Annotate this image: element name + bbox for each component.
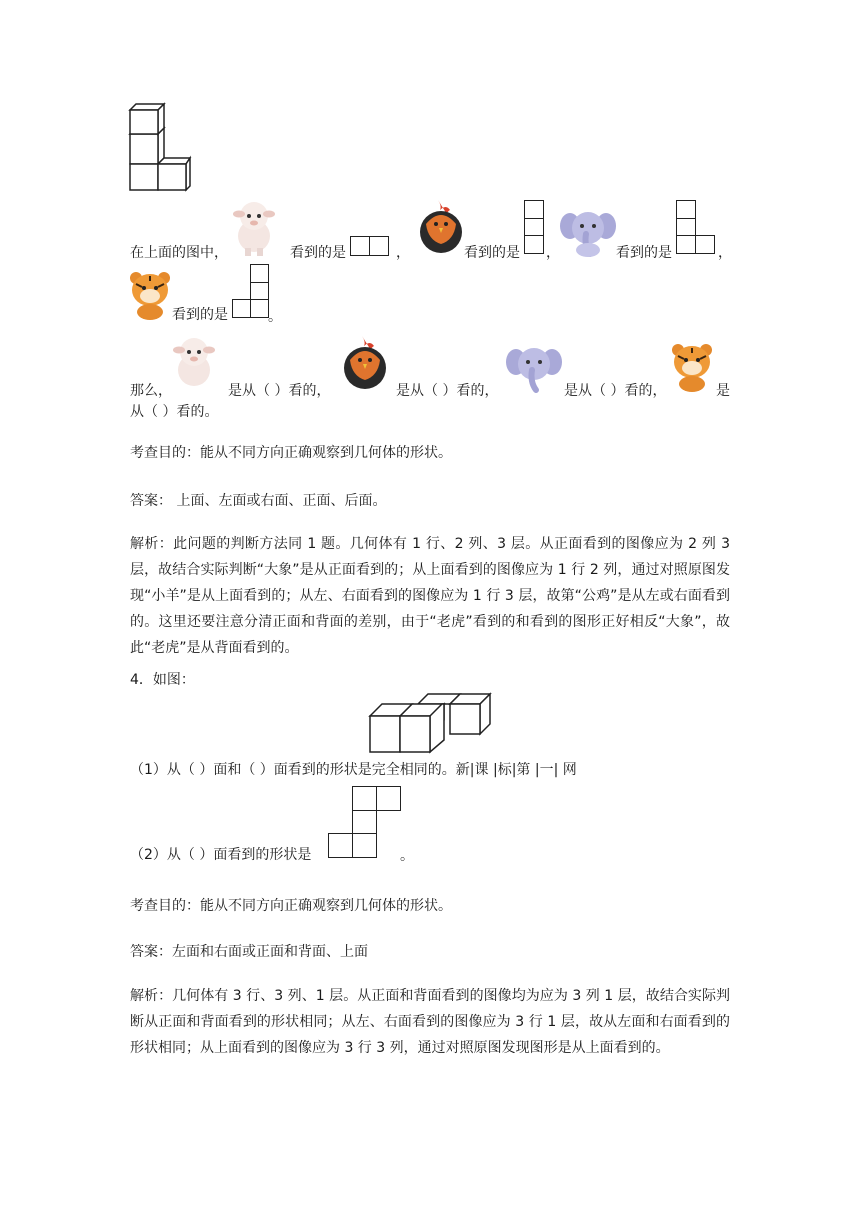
sheep-seen-label: 看到的是 xyxy=(290,245,346,261)
then-label: 那么， xyxy=(130,383,172,399)
from-blank-cont: 从（ ）看的。 xyxy=(130,404,219,420)
sheep-icon-2 xyxy=(172,332,216,390)
from-blank-last: 是 xyxy=(716,383,730,399)
q4-analysis: 解析：几何体有 3 行、3 列、1 层。从正面和背面看到的图像均为应为 3 列 1 层，故结合实际判断从正面和背面看到的形状相同；从左、右面看到的图像应为 3 行 1 层，故从左面和右面看到的形状相同；从上面看到的图像应为 3 行 3 列，通过对照原图发现图形是从上面看到的。 xyxy=(130,988,730,1056)
q4-part2: （2）从（ ）面看到的形状是 xyxy=(130,847,312,863)
front-view-shape xyxy=(676,200,715,254)
back-view-shape xyxy=(232,264,269,318)
from-blank-3: 是从（ ）看的， xyxy=(564,383,667,399)
rooster-icon xyxy=(416,198,466,256)
top-view-shape xyxy=(350,236,389,256)
elephant-seen-label: 看到的是 xyxy=(616,245,672,261)
q4-title: 4．如图： xyxy=(130,672,195,688)
comma-2: ， xyxy=(546,245,560,261)
elephant-icon xyxy=(560,206,616,258)
cube-figure-zigzag xyxy=(368,690,492,756)
comma-3: ， xyxy=(718,245,732,261)
period-1: 。 xyxy=(268,309,282,325)
elephant-icon-2 xyxy=(506,342,562,394)
from-blank-2: 是从（ ）看的， xyxy=(396,383,499,399)
from-blank-1: 是从（ ）看的， xyxy=(228,383,331,399)
cube-figure-l-shape xyxy=(128,104,192,194)
q3-analysis: 解析：此问题的判断方法同 1 题。几何体有 1 行、2 列、3 层。从正面看到的图像应为 2 列 3 层，故结合实际判断“大象”是从正面看到的；从上面看到的图像应为 1 行 2 列，通过对照原图发现“小羊”是从上面看到的；从左、右面看到的图像应为 1 行 3 层，故第“公鸡”是从左或右面看到的。这里还要注意分清正面和背面的差别，由于“老虎”看到的和看到的图形正好相反“大象”，故此“老虎”是从背面看到的。 xyxy=(130,536,730,656)
comma-1: ， xyxy=(396,245,410,261)
q4-answer: 答案：左面和右面或正面和背面、上面 xyxy=(130,944,368,960)
q4-part1: （1）从（ ）面和（ ）面看到的形状是完全相同的。新|课 |标|第 |一| 网 xyxy=(130,762,577,778)
rooster-seen-label: 看到的是 xyxy=(464,245,520,261)
side-view-shape xyxy=(524,200,544,254)
rooster-icon-2 xyxy=(340,334,390,392)
sheep-icon xyxy=(232,196,276,258)
tiger-icon-2 xyxy=(670,340,714,392)
q3-goal: 考查目的：能从不同方向正确观察到几何体的形状。 xyxy=(130,445,452,461)
q3-intro: 在上面的图中， xyxy=(130,245,228,261)
q4-part2-end: 。 xyxy=(400,848,414,864)
tiger-icon xyxy=(128,268,172,320)
q4-top-view-shape xyxy=(328,786,401,858)
q3-answer: 答案： 上面、左面或右面、正面、后面。 xyxy=(130,493,387,509)
q4-goal: 考查目的：能从不同方向正确观察到几何体的形状。 xyxy=(130,898,452,914)
tiger-seen-label: 看到的是 xyxy=(172,307,228,323)
